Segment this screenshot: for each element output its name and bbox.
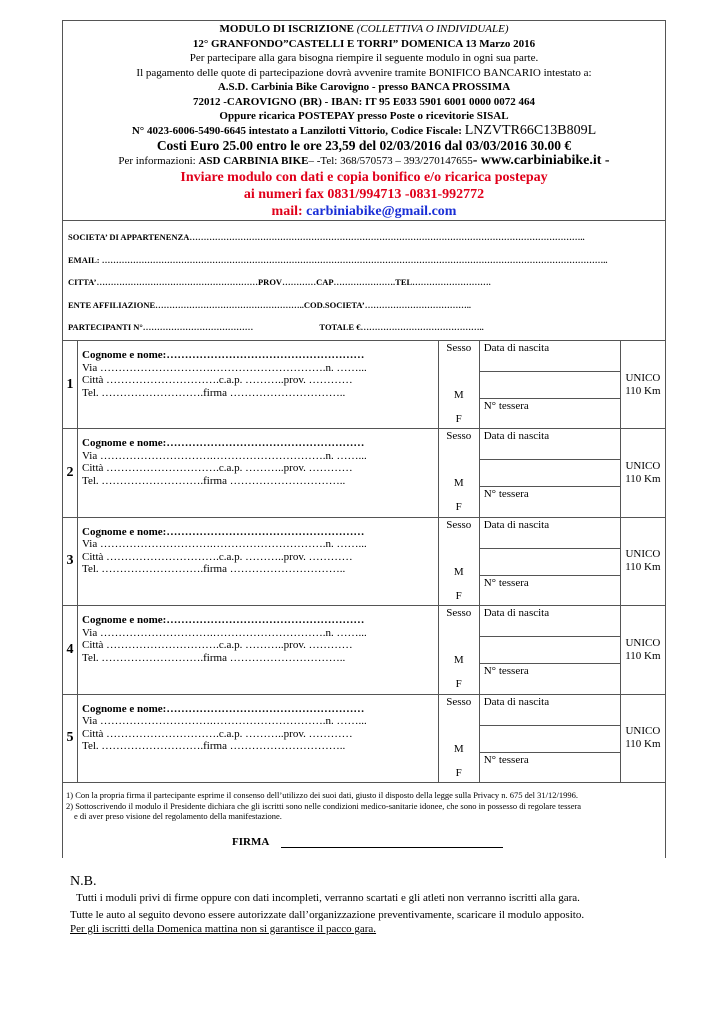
city-field[interactable]: CITTA’…………………………………………………PROV…………CAP………………….TEL……………………….: [68, 277, 491, 287]
sex-m-option[interactable]: M: [453, 477, 464, 490]
birth-date-label: Data di nascita: [483, 518, 550, 531]
tel-signature-field[interactable]: Tel. ……………………….firma …………………………..: [82, 651, 346, 664]
birth-card-cell: [479, 694, 620, 782]
card-number-label: N° tessera: [483, 400, 529, 412]
sex-m-option[interactable]: M: [453, 389, 464, 401]
sex-cell: [438, 517, 479, 605]
address-field[interactable]: Via ………………………….………………………….n. ……...: [82, 626, 367, 639]
divider: [480, 752, 620, 753]
birth-date-field[interactable]: [480, 459, 620, 460]
sex-label: Sesso: [446, 695, 472, 708]
birth-card-cell: [479, 517, 620, 605]
name-field[interactable]: Cognome e nome:………………………………………………: [82, 349, 365, 361]
birth-date-field[interactable]: [480, 548, 620, 549]
mail-link[interactable]: carbiniabike@gmail.com: [306, 203, 457, 219]
divider: [480, 663, 620, 664]
route-type: UNICO: [625, 371, 661, 384]
name-field[interactable]: Cognome e nome:………………………………………………: [82, 614, 365, 627]
participant-row: [63, 517, 666, 605]
participant-row: [63, 694, 666, 782]
postepay-line: Oppure ricarica POSTEPAY presso Poste o ricevitorie SISAL: [219, 110, 509, 122]
tel-signature-field[interactable]: Tel. ……………………….firma …………………………..: [82, 474, 346, 487]
address-field[interactable]: Via ………………………….………………………….n. ……...: [82, 538, 367, 551]
name-field[interactable]: Cognome e nome:………………………………………………: [82, 525, 365, 538]
sex-cell: [438, 429, 479, 517]
divider: [480, 575, 620, 576]
route-distance: 110 Km: [625, 561, 661, 574]
header-title-line: [62, 22, 666, 37]
participant-number: 5: [63, 694, 78, 782]
total-field[interactable]: TOTALE €……………………………………..: [319, 322, 484, 332]
form-header: [62, 20, 666, 220]
participants-total-row: [68, 316, 658, 339]
affiliation-field[interactable]: ENTE AFFILIAZIONE……………………………………………..COD.SOCIETA’………………………………..: [68, 299, 471, 310]
name-field[interactable]: Cognome e nome:………………………………………………: [82, 702, 365, 715]
birth-card-cell: [479, 341, 620, 429]
sex-m-option[interactable]: M: [453, 565, 464, 578]
nb-label: N.B.: [70, 874, 97, 889]
instructions-line: Per partecipare alla gara bisogna riempire il seguente modulo in ogni sua parte.: [189, 52, 539, 64]
route-distance: 110 Km: [625, 738, 661, 751]
card-number-label: N° tessera: [483, 665, 529, 678]
route-distance: 110 Km: [625, 473, 661, 486]
bank-line: A.S.D. Carbinia Bike Carovigno - presso BANCA PROSSIMA: [217, 81, 511, 93]
birth-date-label: Data di nascita: [483, 695, 550, 708]
participants-table: [62, 340, 666, 783]
participant-row: [63, 341, 666, 429]
route-cell: [620, 341, 665, 429]
info-label: Per informazioni:: [118, 155, 196, 167]
route-distance: 110 Km: [625, 649, 661, 662]
sex-label: Sesso: [446, 342, 472, 354]
participant-number: 2: [63, 429, 78, 517]
website-link[interactable]: - www.carbiniabike.it -: [472, 153, 610, 168]
payment-line: Il pagamento delle quote di partecipazione dovrà avvenire tramite BONIFICO BANCARIO intestato a:: [136, 66, 592, 79]
sex-f-option[interactable]: F: [455, 589, 462, 602]
route-type: UNICO: [625, 548, 661, 561]
participant-fields: [78, 429, 439, 517]
society-field[interactable]: SOCIETA’ DI APPARTENENZA…………………………………………………………………………………………………………………………..: [68, 232, 585, 242]
address-field[interactable]: Via ………………………….………………………….n. ……...: [82, 449, 367, 462]
sex-cell: [438, 606, 479, 694]
birth-card-cell: [479, 606, 620, 694]
iban-line: 72012 -CAROVIGNO (BR) - IBAN: IT 95 E033 5901 6001 0000 0072 464: [192, 95, 536, 108]
divider: [480, 398, 620, 399]
info-club: ASD CARBINIA BIKE: [198, 155, 309, 167]
mail-line: [62, 203, 666, 220]
mail-label: mail:: [271, 203, 303, 219]
form-subtitle: (COLLETTIVA O INDIVIDUALE): [356, 23, 509, 35]
participant-row: [63, 429, 666, 517]
birth-date-label: Data di nascita: [483, 607, 550, 620]
fiscal-code: LNZVTR66C13B809L: [464, 122, 597, 138]
costs-line: Costi Euro 25.00 entro le ore 23,59 del 02/03/2016 dal 03/03/2016 30.00 €: [156, 138, 572, 153]
participant-fields: [78, 694, 439, 782]
sex-m-option[interactable]: M: [453, 654, 464, 667]
divider: [480, 486, 620, 487]
address-field[interactable]: Via ………………………….………………………….n. ……...: [82, 715, 367, 728]
route-cell: [620, 606, 665, 694]
participant-number: 1: [63, 341, 78, 429]
card-number-text: N° 4023-6006-5490-6645 intestato a Lanzilotti Vittorio, Codice Fiscale:: [131, 124, 462, 137]
president-note: 2) Sottoscrivendo il modulo il Presidente dichiara che gli iscritti sono nelle condizioni medico-sanitarie idonee, che sono in possesso di regolare tessera: [66, 800, 582, 811]
info-line: [62, 154, 666, 169]
privacy-note: 1) Con la propria firma il partecipante esprime il consenso dell’utilizzo dei suoi dati, giusto il disposto della legge sulla Privacy n. 675 del 31/12/1996.: [66, 790, 579, 800]
name-field[interactable]: Cognome e nome:………………………………………………: [82, 437, 365, 450]
city-cap-field[interactable]: Città ………………………….c.a.p. ………..prov. …………: [82, 727, 353, 740]
route-type: UNICO: [625, 636, 661, 649]
city-cap-field[interactable]: Città ………………………….c.a.p. ………..prov. …………: [82, 550, 353, 563]
participant-row: [63, 606, 666, 694]
tel-signature-field[interactable]: Tel. ……………………….firma …………………………..: [82, 740, 346, 753]
signature-row: [232, 836, 503, 848]
route-cell: [620, 694, 665, 782]
city-cap-field[interactable]: Città ………………………….c.a.p. ………..prov. …………: [82, 462, 353, 475]
route-distance: 110 Km: [625, 384, 661, 397]
card-number-label: N° tessera: [483, 576, 529, 589]
route-cell: [620, 517, 665, 605]
sex-f-option[interactable]: F: [455, 766, 462, 779]
card-number-label: N° tessera: [483, 753, 529, 766]
birth-card-cell: [479, 429, 620, 517]
sex-cell: [438, 694, 479, 782]
route-type: UNICO: [625, 460, 661, 473]
birth-date-field[interactable]: [480, 725, 620, 726]
legal-notes: [66, 790, 666, 822]
city-cap-field[interactable]: Città ………………………….c.a.p. ………..prov. …………: [82, 639, 353, 652]
card-number-label: N° tessera: [483, 488, 529, 501]
tel-signature-field[interactable]: Tel. ……………………….firma …………………………..: [82, 386, 346, 399]
route-type: UNICO: [625, 725, 661, 738]
participant-fields: [78, 606, 439, 694]
society-section: [68, 226, 658, 339]
birth-date-field[interactable]: [480, 636, 620, 637]
footer-note-3: Per gli iscritti della Domenica mattina non si garantisce il pacco gara.: [70, 923, 377, 935]
sex-label: Sesso: [446, 607, 472, 620]
info-phones: – -Tel: 368/570573 – 393/270147655: [308, 155, 473, 167]
birth-date-label: Data di nascita: [483, 430, 550, 443]
divider: [62, 220, 666, 221]
sex-cell: [438, 341, 479, 429]
email-field[interactable]: EMAIL: ……………………………………………………………………………………………………………………………………………………………..: [68, 254, 608, 265]
sex-m-option[interactable]: M: [453, 742, 464, 755]
birth-date-field[interactable]: [480, 371, 620, 372]
participant-number: 4: [63, 606, 78, 694]
participant-fields: [78, 517, 439, 605]
sex-label: Sesso: [446, 518, 472, 531]
participant-number: 3: [63, 517, 78, 605]
footer-note-2: Tutte le auto al seguito devono essere autorizzate dall’organizzazione preventivamente, scaricare il modulo apposito.: [70, 909, 585, 921]
event-title: 12° GRANFONDO”CASTELLI E TORRI” DOMENICA 13 Marzo 2016: [192, 37, 536, 50]
signature-line[interactable]: [281, 837, 503, 848]
sex-f-option[interactable]: F: [455, 413, 462, 425]
participant-fields: [78, 341, 439, 429]
sex-label: Sesso: [446, 430, 472, 443]
card-number-line: [62, 124, 666, 139]
route-cell: [620, 429, 665, 517]
tel-signature-field[interactable]: Tel. ……………………….firma …………………………..: [82, 563, 346, 576]
address-field[interactable]: Via ………………………….………………………….n. ……...: [82, 361, 367, 374]
president-note-cont: e di aver preso visione del regolamento della manifestazione.: [74, 811, 282, 821]
footer-note-1: Tutti i moduli privi di firme oppure con dati incompleti, verranno scartati e gli atleti non verranno iscritti alla gara.: [76, 892, 580, 904]
sex-f-option[interactable]: F: [455, 678, 462, 691]
sex-f-option[interactable]: F: [455, 501, 462, 514]
city-cap-field[interactable]: Città ………………………….c.a.p. ………..prov. …………: [82, 374, 353, 386]
fax-numbers: ai numeri fax 0831/994713 -0831-992772: [243, 186, 485, 202]
birth-date-label: Data di nascita: [483, 342, 550, 354]
send-instructions: Inviare modulo con dati e copia bonifico e/o ricarica postepay: [180, 169, 548, 185]
participants-count-field[interactable]: PARTECIPANTI N°…………………………………: [68, 322, 254, 332]
signature-label: FIRMA: [232, 836, 269, 848]
form-title: MODULO DI ISCRIZIONE: [219, 23, 354, 35]
